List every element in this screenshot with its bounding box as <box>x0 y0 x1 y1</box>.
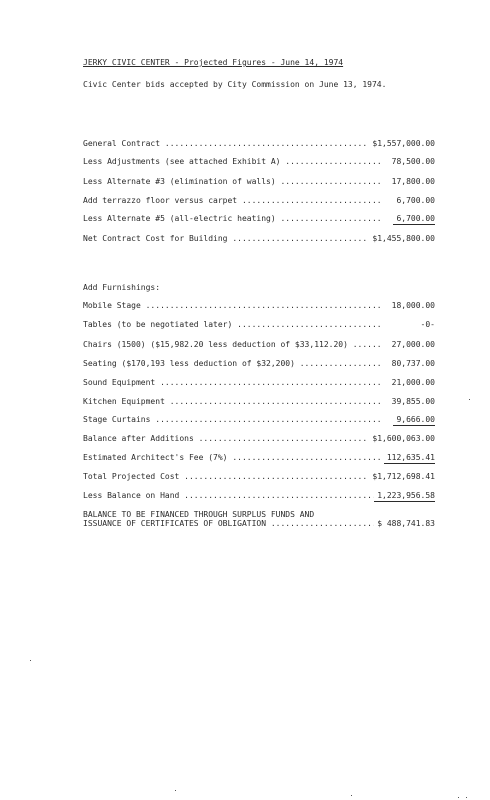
balance-to-be-financed-line: BALANCE TO BE FINANCED THROUGH SURPLUS FUNDS AND <box>83 510 315 519</box>
general-contract-row <box>83 139 435 149</box>
sound-equipment-row <box>83 378 435 388</box>
mobile-stage-row <box>83 301 435 311</box>
document-title: JERKY CIVIC CENTER - Projected Figures - June 14, 1974 <box>83 58 344 67</box>
balance-after-additions-row <box>83 434 435 444</box>
row-amount: 39,855.00 <box>389 397 435 407</box>
terrazzo-floor-row <box>83 196 435 206</box>
certificates-of-obligation-row <box>83 519 435 529</box>
row-label: Less Adjustments (see attached Exhibit A) ..... <box>83 157 383 167</box>
row-label: Estimated Architect's Fee (7%) ..... <box>83 453 383 463</box>
row-label: Less Alternate #3 (elimination of walls) ..... <box>83 177 383 187</box>
row-label: Chairs (1500) ($15,982.20 less deduction of $33,112.20) ..... <box>83 340 383 350</box>
row-amount: $1,455,800.00 <box>369 234 435 244</box>
row-amount: $1,600,063.00 <box>369 434 435 444</box>
net-contract-cost-row <box>83 234 435 244</box>
scan-speck <box>351 795 352 796</box>
scan-speck <box>466 797 467 798</box>
row-label: Sound Equipment ..... <box>83 378 383 388</box>
total-projected-cost-row <box>83 472 435 482</box>
row-label: Seating ($170,193 less deduction of $32,200) ..... <box>83 359 383 369</box>
row-amount: -0- <box>418 320 435 330</box>
scan-speck <box>458 797 459 798</box>
tables-row <box>83 320 435 330</box>
less-alternate-5-row <box>83 214 435 224</box>
row-amount: 21,000.00 <box>389 378 435 388</box>
row-amount: 27,000.00 <box>389 340 435 350</box>
row-amount: 6,700.00 <box>393 214 435 225</box>
less-adjustments-row <box>83 157 435 167</box>
scan-speck <box>469 399 470 400</box>
scan-speck <box>30 660 31 661</box>
architect-fee-row <box>83 453 435 463</box>
row-amount: 1,223,956.58 <box>374 491 435 502</box>
row-amount: 6,700.00 <box>393 196 435 206</box>
row-amount: 112,635.41 <box>384 453 435 464</box>
row-label: Less Balance on Hand ..... <box>83 491 383 501</box>
row-amount: $1,712,698.41 <box>369 472 435 482</box>
row-label: ISSUANCE OF CERTIFICATES OF OBLIGATION ..... <box>83 519 383 529</box>
row-amount: $ 488,741.83 <box>374 519 435 529</box>
row-label: Less Alternate #5 (all-electric heating) ..... <box>83 214 383 224</box>
furnishings-heading: Add Furnishings: <box>83 283 161 292</box>
seating-row <box>83 359 435 369</box>
row-amount: 18,000.00 <box>389 301 435 311</box>
less-alternate-3-row <box>83 177 435 187</box>
row-label: Mobile Stage ..... <box>83 301 383 311</box>
row-amount: 17,800.00 <box>389 177 435 187</box>
row-label: Tables (to be negotiated later) ..... <box>83 320 383 330</box>
less-balance-on-hand-row <box>83 491 435 501</box>
chairs-row <box>83 340 435 350</box>
row-label: Balance after Additions ..... <box>83 434 383 444</box>
row-amount: 9,666.00 <box>393 415 435 426</box>
row-amount: $1,557,000.00 <box>369 139 435 149</box>
row-label: Total Projected Cost ..... <box>83 472 383 482</box>
document-subtitle: Civic Center bids accepted by City Commission on June 13, 1974. <box>83 80 387 89</box>
row-label: Kitchen Equipment ..... <box>83 397 383 407</box>
row-label: Net Contract Cost for Building ..... <box>83 234 383 244</box>
scan-speck <box>175 790 176 791</box>
row-amount: 78,500.00 <box>389 157 435 167</box>
kitchen-equipment-row <box>83 397 435 407</box>
row-label: Stage Curtains ..... <box>83 415 383 425</box>
row-amount: 80,737.00 <box>389 359 435 369</box>
stage-curtains-row <box>83 415 435 425</box>
row-label: General Contract ..... <box>83 139 383 149</box>
row-label: Add terrazzo floor versus carpet ..... <box>83 196 383 206</box>
